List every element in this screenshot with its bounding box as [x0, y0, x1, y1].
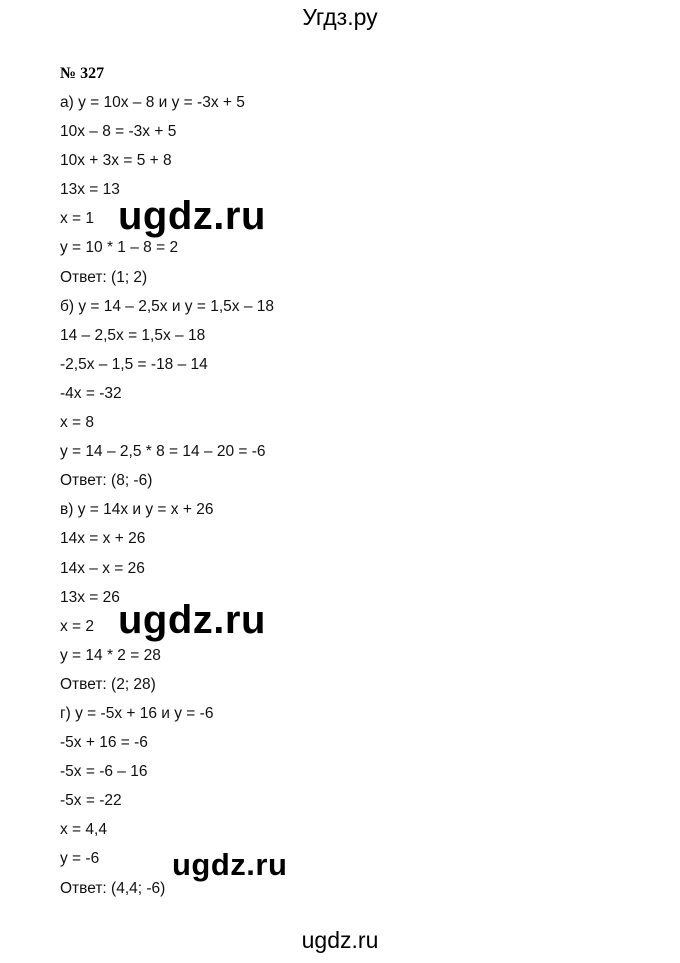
solution-line: 13x = 26 — [60, 588, 120, 606]
solution-line: в) y = 14x и y = x + 26 — [60, 501, 214, 519]
solution-line: x = 4,4 — [60, 821, 107, 839]
watermark: ugdz.ru — [172, 847, 288, 882]
answer-line: Ответ: (2; 28) — [60, 675, 156, 693]
solution-line: 14 – 2,5x = 1,5x – 18 — [60, 326, 206, 344]
solution-line: 14x – x = 26 — [60, 559, 145, 577]
solution-line: y = 14 – 2,5 * 8 = 14 – 20 = -6 — [60, 443, 266, 461]
solution-line: y = 14 * 2 = 28 — [60, 646, 161, 664]
solution-line: x = 2 — [60, 617, 95, 635]
solution-line: -5x + 16 = -6 — [60, 734, 148, 752]
solution-line: г) y = -5x + 16 и y = -6 — [60, 704, 214, 722]
solution-line: -5x = -6 – 16 — [60, 763, 148, 781]
solution-line: y = 10 * 1 – 8 = 2 — [60, 239, 179, 257]
solution-line: -5x = -22 — [60, 792, 122, 810]
solution-line: y = -6 — [60, 850, 100, 868]
watermark: ugdz.ru — [118, 598, 266, 642]
watermark: ugdz.ru — [118, 194, 266, 238]
solution-line: -2,5x – 1,5 = -18 – 14 — [60, 355, 208, 373]
solution-line: x = 8 — [60, 414, 95, 432]
answer-line: Ответ: (8; -6) — [60, 472, 153, 490]
solution-line: x = 1 — [60, 210, 95, 228]
solution-line: 10x – 8 = -3x + 5 — [60, 123, 177, 141]
solution-line: 14x = x + 26 — [60, 530, 146, 548]
answer-line: Ответ: (4,4; -6) — [60, 879, 166, 897]
solution-line: а) y = 10x – 8 и y = -3x + 5 — [60, 94, 245, 111]
solution-line: 10x + 3x = 5 + 8 — [60, 152, 172, 170]
site-footer-title: ugdz.ru — [301, 927, 379, 953]
site-header-title: Угдз.ру — [302, 4, 378, 30]
solution-line: 13x = 13 — [60, 181, 120, 199]
problem-number: № 327 — [60, 65, 105, 82]
solution-line: б) y = 14 – 2,5x и y = 1,5x – 18 — [60, 297, 274, 315]
answer-line: Ответ: (1; 2) — [60, 268, 148, 286]
solution-line: -4x = -32 — [60, 384, 122, 402]
